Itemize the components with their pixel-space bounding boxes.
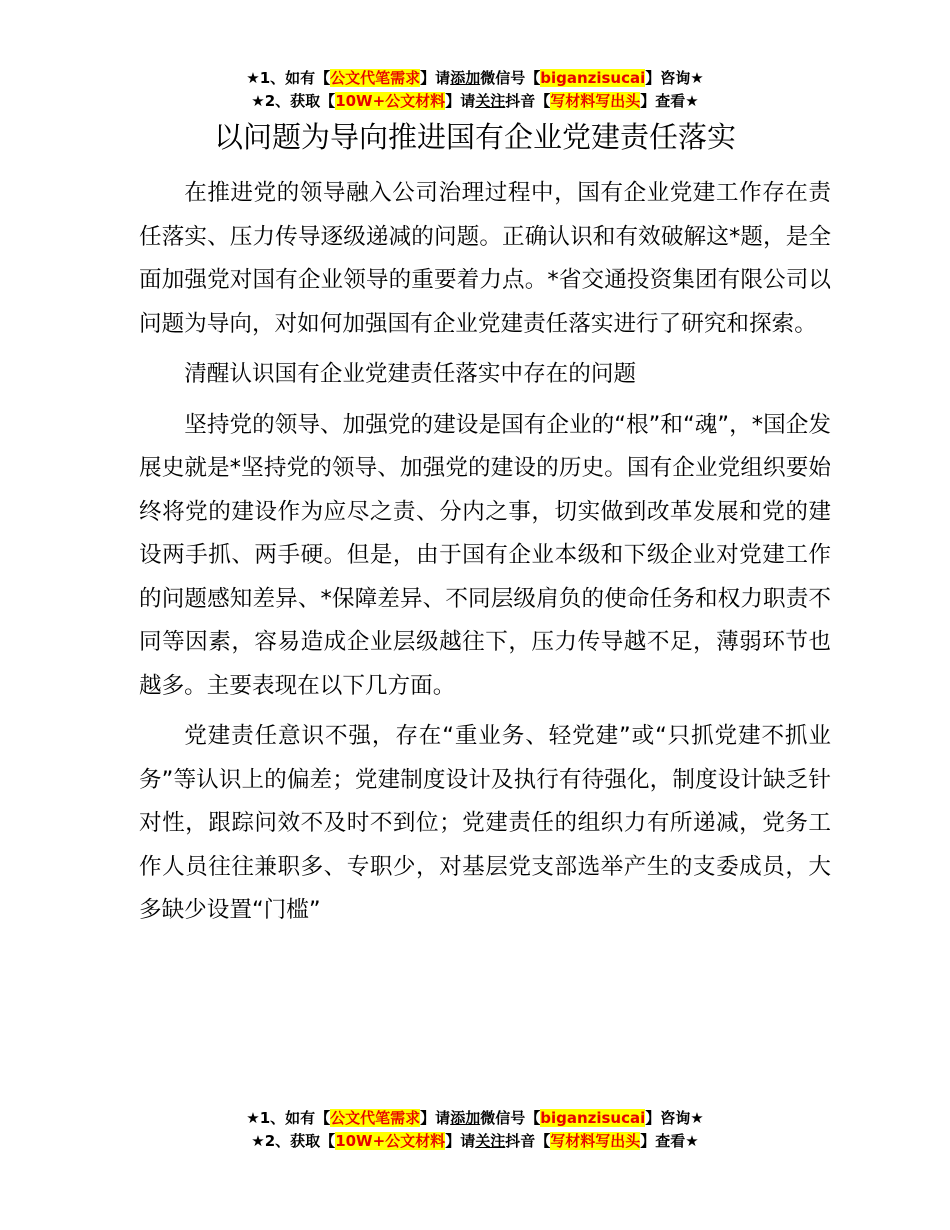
highlight-wechat-id: biganzisucai bbox=[540, 69, 646, 87]
star-icon: ★ bbox=[246, 69, 260, 87]
footer-banner bbox=[0, 1107, 950, 1153]
highlight-materials: 10W+公文材料 bbox=[335, 1132, 446, 1150]
banner-line-1: ★1、如有【公文代笔需求】请添加微信号【biganzisucai】咨询★ bbox=[246, 1109, 704, 1127]
paragraph: 党建责任意识不强，存在“重业务、轻党建”或“只抓党建不抓业务”等认识上的偏差；党建制度设计及执行有待强化，制度设计缺乏针对性，跟踪问效不及时不到位；党建责任的组织力有所递减，党务工作人员往往兼职多、专职少，对基层党支部选举产生的支委成员，大多缺少设置“门槛” bbox=[139, 723, 831, 923]
star-icon: ★ bbox=[251, 1132, 265, 1150]
highlight-ghostwriting: 公文代笔需求 bbox=[330, 69, 421, 87]
section-heading: 清醒认识国有企业党建责任落实中存在的问题 bbox=[184, 361, 637, 387]
highlight-materials: 10W+公文材料 bbox=[335, 92, 446, 110]
banner-line-1: ★1、如有【公文代笔需求】请添加微信号【biganzisucai】咨询★ bbox=[246, 69, 704, 87]
document-title: 以问题为导向推进国有企业党建责任落实 bbox=[213, 120, 736, 154]
highlight-douyin-account: 写材料写出头 bbox=[550, 92, 641, 110]
highlight-wechat-id: biganzisucai bbox=[540, 1109, 646, 1127]
banner-line-2: ★2、获取【10W+公文材料】请关注抖音【写材料写出头】查看★ bbox=[251, 92, 699, 110]
paragraph: 在推进党的领导融入公司治理过程中，国有企业党建工作存在责任落实、压力传导逐级递减的问题。正确认识和有效破解这*题，是全面加强党对国有企业领导的重要着力点。*省交通投资集团有限公司以问题为导向，对如何加强国有企业党建责任落实进行了研究和探索。 bbox=[139, 180, 831, 337]
header-banner bbox=[0, 67, 950, 113]
star-icon: ★ bbox=[251, 92, 265, 110]
document-body bbox=[139, 172, 831, 940]
paragraph: 坚持党的领导、加强党的建设是国有企业的“根”和“魂”，*国企发展史就是*坚持党的领导、加强党的建设的历史。国有企业党组织要始终将党的建设作为应尽之责、分内之事，切实做到改革发展和党的建设两手抓、两手硬。但是，由于国有企业本级和下级企业对党建工作的问题感知差异、*保障差异、不同层级肩负的使命任务和权力职责不同等因素，容易造成企业层级越往下，压力传导越不足，薄弱环节也越多。主要表现在以下几方面。 bbox=[139, 411, 831, 699]
highlight-ghostwriting: 公文代笔需求 bbox=[330, 1109, 421, 1127]
banner-line-2: ★2、获取【10W+公文材料】请关注抖音【写材料写出头】查看★ bbox=[251, 1132, 699, 1150]
star-icon: ★ bbox=[246, 1109, 260, 1127]
highlight-douyin-account: 写材料写出头 bbox=[550, 1132, 641, 1150]
